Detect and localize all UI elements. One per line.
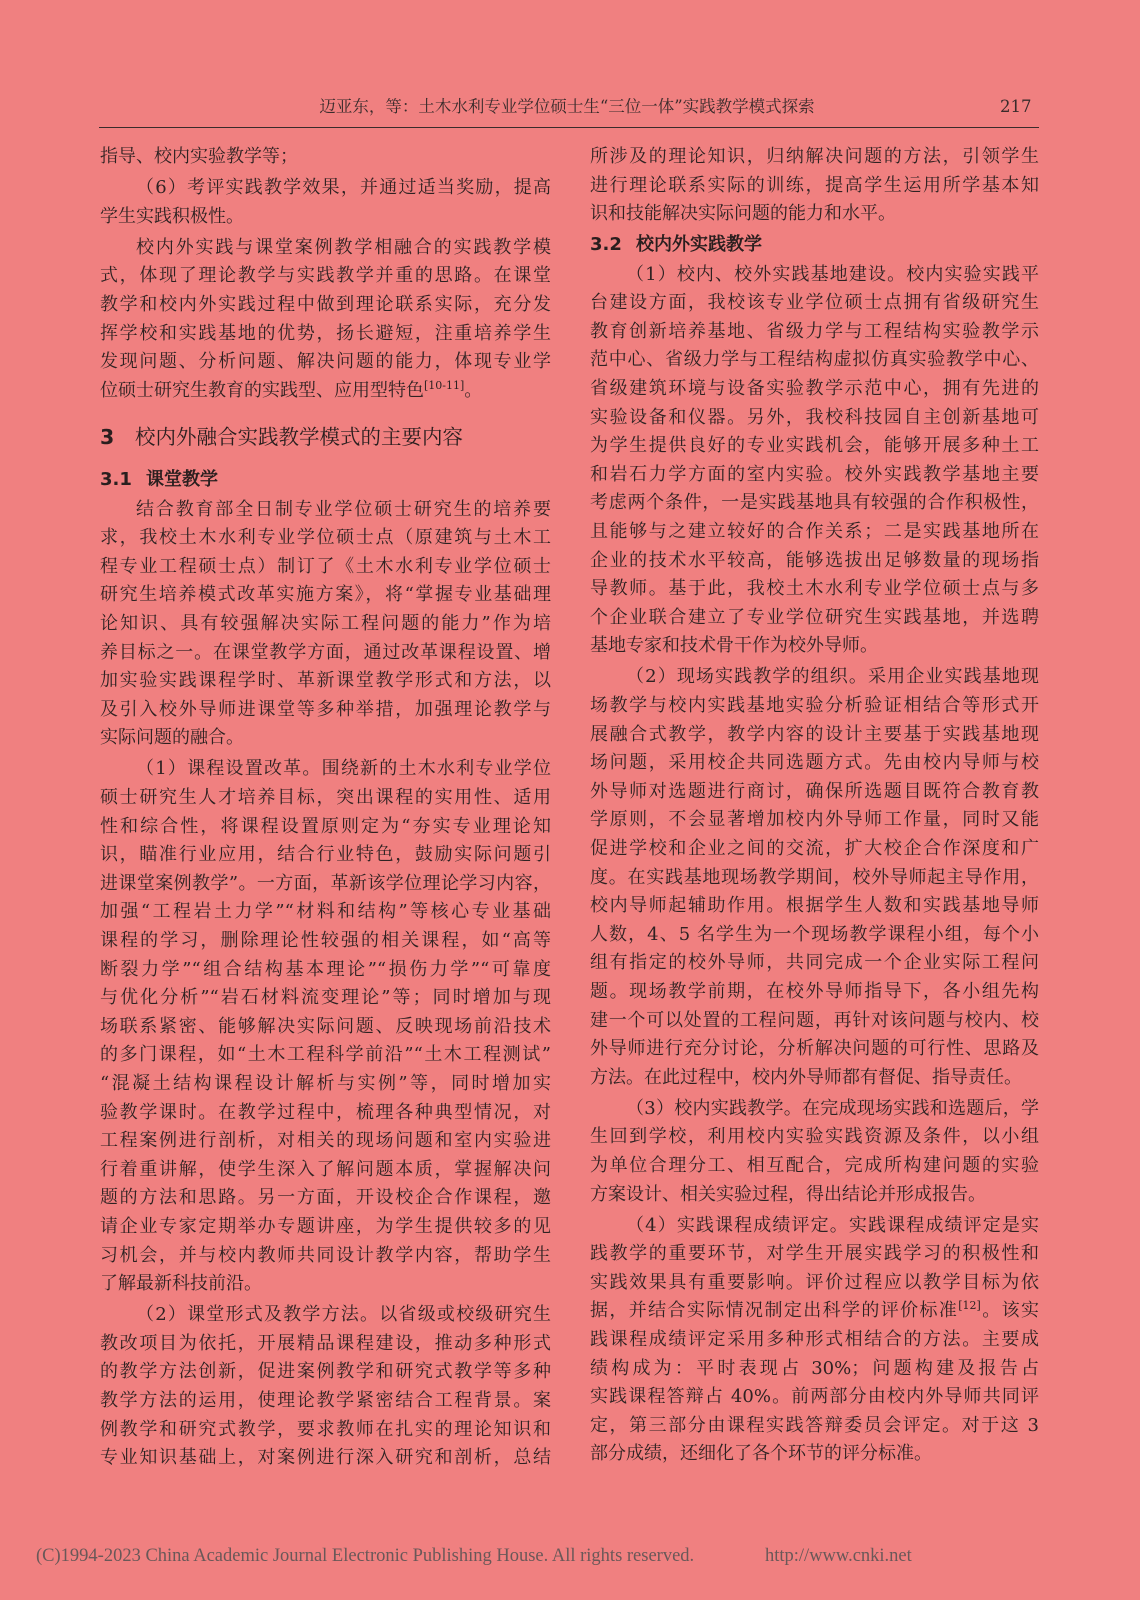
text-line: 度。在实践基地现场教学期间，校外导师起主导作用， <box>590 866 1039 888</box>
text-line: 促进学校和企业之间的交流，扩大校企合作深度和广 <box>590 837 1039 859</box>
text-line: 践课程成绩评定采用多种形式相结合的方法。主要成 <box>590 1329 1039 1351</box>
text-line: 教学和校内外实践过程中做到理论联系实际，充分发 <box>100 293 551 315</box>
text-line: 考虑两个条件，一是实践基地具有较强的合作积极性， <box>590 492 1039 514</box>
text-line: 请企业专家定期举办专题讲座，为学生提供较多的见 <box>100 1215 551 1237</box>
text-line: 专业知识基础上，对案例进行深入研究和剖析，总结 <box>100 1447 551 1469</box>
subsection-number: 3.2 <box>590 233 622 255</box>
paragraph-continued <box>100 143 551 172</box>
citation-ref: [12] <box>958 1299 981 1313</box>
text-line: 场联系紧密、能够解决实际问题、反映现场前沿技术 <box>100 1015 551 1037</box>
text-line: 教改项目为依托，开展精品课程建设，推动多种形式 <box>100 1332 551 1354</box>
text-line: 个企业联合建立了专业学位研究生实践基地，并选聘 <box>590 606 1039 628</box>
text-line: （3）校内实践教学。在完成现场实践和选题后，学 <box>626 1097 1039 1119</box>
text-line: 例教学和研究式教学，要求教师在扎实的理论知识和 <box>100 1418 551 1440</box>
page-number: 217 <box>1000 97 1032 116</box>
text-line <box>590 1297 1039 1326</box>
text-line: 基地专家和技术骨干作为校外导师。 <box>590 635 878 657</box>
text-line: （2）现场实践教学的组织。采用企业实践基地现 <box>626 666 1039 688</box>
line-text: 。该实 <box>980 1300 1039 1322</box>
text-line: 识，瞄准行业应用，结合行业特色，鼓励实际问题引 <box>100 844 551 866</box>
text-line: 进行理论联系实际的训练，提高学生运用所学基本知 <box>590 174 1039 196</box>
line-text: 据，并结合实际情况制定出科学的评价标准 <box>590 1300 959 1322</box>
text-line: 组有指定的校外导师，共同完成一个企业实际工程问 <box>590 952 1039 974</box>
text-line: 养目标之一。在课堂教学方面，通过改革课程设置、增 <box>100 641 551 663</box>
text-line: 定，第三部分由课程实践答辩委员会评定。对于这 3 <box>590 1414 1039 1436</box>
text-line: 且能够与之建立较好的合作关系；二是实践基地所在 <box>590 520 1039 542</box>
text-line: 习机会，并与校内教师共同设计教学内容，帮助学生 <box>100 1244 551 1266</box>
section-title: 校内外融合实践教学模式的主要内容 <box>135 425 463 450</box>
text-line: 实践效果具有重要影响。评价过程应以教学目标为依 <box>590 1271 1039 1293</box>
text-line: 题的方法和思路。另一方面，开设校企合作课程，邀 <box>100 1187 551 1209</box>
text-line: 人数，4、5 名学生为一个现场教学课程小组，每个小 <box>590 923 1039 945</box>
text-line: 挥学校和实践基地的优势，扬长避短，注重培养学生 <box>100 322 551 344</box>
text-line: 教学方法的运用，使理论教学紧密结合工程背景。案 <box>100 1390 551 1412</box>
text-line: 绩构成为：平时表现占 30%；问题构建及报告占 <box>590 1357 1039 1379</box>
text-line: 校内导师起辅助作用。根据学生人数和实践基地导师 <box>590 895 1039 917</box>
line-text: 。 <box>464 379 483 401</box>
text-line: 教育创新培养基地、省级力学与工程结构实验教学示 <box>590 320 1039 342</box>
text-line: 实际问题的融合。 <box>100 727 244 749</box>
text-line: 企业的技术水平较高，能够选拔出足够数量的现场指 <box>590 549 1039 571</box>
text-line: 题。现场教学前期，在校外导师指导下，各小组先构 <box>590 980 1039 1002</box>
left-column <box>100 143 551 1473</box>
text-line: 生回到学校，利用校内实验实践资源及条件，以小组 <box>590 1126 1039 1148</box>
text-line: 省级建筑环境与设备实验教学示范中心，拥有先进的 <box>590 377 1039 399</box>
text-line: 学生实践积极性。 <box>100 205 244 227</box>
text-line: 发现问题、分析问题、解决问题的能力，体现专业学 <box>100 351 551 373</box>
paragraph <box>590 1095 1039 1209</box>
right-column <box>590 143 1039 1469</box>
text-line: 研究生培养模式改革实施方案》，将“掌握专业基础理 <box>100 584 551 606</box>
text-line: 场教学与校内实践基地实验分析验证相结合等形式开 <box>590 694 1039 716</box>
text-line: 求，我校土木水利专业学位硕士点（原建筑与土木工 <box>100 527 551 549</box>
text-line: （6）考评实践教学效果，并通过适当奖励，提高 <box>136 177 551 199</box>
text-line: 加强“工程岩土力学”“材料和结构”等核心专业基础 <box>100 901 551 923</box>
text-line: 与优化分析”“岩石材料流变理论”等；同时增加与现 <box>100 987 551 1009</box>
text-line: 指导、校内实验教学等； <box>100 146 298 167</box>
text-line <box>100 377 551 406</box>
section-heading <box>100 423 551 452</box>
text-line: 课程的学习，删除理论性较强的相关课程，如“高等 <box>100 930 551 952</box>
text-line: （1）课程设置改革。围绕新的土木水利专业学位 <box>136 758 551 780</box>
text-line: （1）校内、校外实践基地建设。校内实验实践平 <box>626 263 1039 285</box>
subsection-heading <box>590 231 1039 260</box>
text-line: 方案设计、相关实验过程，得出结论并形成报告。 <box>590 1183 986 1205</box>
text-line: 的教学方法创新，促进案例教学和研究式教学等多种 <box>100 1361 551 1383</box>
text-line: 结合教育部全日制专业学位硕士研究生的培养要 <box>136 498 551 520</box>
text-line: 台建设方面，我校该专业学位硕士点拥有省级研究生 <box>590 292 1039 314</box>
header-rule <box>99 127 1039 128</box>
text-line: 工程案例进行剖析，对相关的现场问题和室内实验进 <box>100 1130 551 1152</box>
text-line: （4）实践课程成绩评定。实践课程成绩评定是实 <box>626 1214 1039 1236</box>
text-line: 和岩石力学方面的室内实验。校外实践教学基地主要 <box>590 463 1039 485</box>
text-line: 展融合式教学，教学内容的设计主要基于实践基地现 <box>590 723 1039 745</box>
paragraph <box>100 174 551 231</box>
text-line: 践教学的重要环节，对学生开展实践学习的积极性和 <box>590 1243 1039 1265</box>
text-line: 外导师对选题进行商讨，确保所选题目既符合教育教 <box>590 780 1039 802</box>
text-line: 行着重讲解，使学生深入了解问题本质，掌握解决问 <box>100 1158 551 1180</box>
text-line: “混凝土结构课程设计解析与实例”等，同时增加实 <box>100 1072 551 1094</box>
subsection-title: 校内外实践教学 <box>636 233 762 255</box>
text-line: 范中心、省级力学与工程结构虚拟仿真实验教学中心、 <box>590 349 1039 371</box>
copyright-notice: (C)1994-2023 China Academic Journal Electronic Publishing House. All rights reserved. <box>36 1546 695 1566</box>
paragraph <box>100 496 551 753</box>
text-line: 论知识、具有较强解决实际工程问题的能力”作为培 <box>100 612 551 634</box>
text-line: （2）课堂形式及教学方法。以省级或校级研究生 <box>136 1304 551 1326</box>
paragraph <box>100 234 551 406</box>
text-line: 式，体现了理论教学与实践教学并重的思路。在课堂 <box>100 265 551 287</box>
text-line: 部分成绩，还细化了各个环节的评分标准。 <box>590 1443 932 1465</box>
text-line: 进课堂案例教学”。一方面，革新该学位理论学习内容， <box>100 872 551 894</box>
citation-ref: [10-11] <box>424 378 465 392</box>
text-line: 校内外实践与课堂案例教学相融合的实践教学模 <box>136 236 551 258</box>
text-line: 硕士研究生人才培养目标，突出课程的实用性、适用 <box>100 787 551 809</box>
text-line: 场问题，采用校企共同选题方式。先由校内导师与校 <box>590 752 1039 774</box>
text-line: 程专业工程硕士点）制订了《土木水利专业学位硕士 <box>100 555 551 577</box>
paragraph <box>590 663 1039 1092</box>
text-line: 建一个可以处置的工程问题，再针对该问题与校内、校 <box>590 1009 1039 1031</box>
text-line: 实验设备和仪器。另外，我校科技园自主创新基地可 <box>590 406 1039 428</box>
text-line: 实践课程答辩占 40%。前两部分由校内外导师共同评 <box>590 1386 1039 1408</box>
text-line: 验教学课时。在教学过程中，梳理各种典型情况，对 <box>100 1101 551 1123</box>
subsection-heading <box>100 466 551 495</box>
text-line: 识和技能解决实际问题的能力和水平。 <box>590 203 896 225</box>
paragraph-continued <box>590 143 1039 229</box>
text-line: 加实验实践课程学时、革新课堂教学形式和方法，以 <box>100 670 551 692</box>
text-line: 学原则，不会显著增加校内外导师工作量，同时又能 <box>590 809 1039 831</box>
paragraph <box>590 1212 1039 1469</box>
paragraph <box>590 261 1039 661</box>
cnki-url: http://www.cnki.net <box>765 1546 912 1566</box>
subsection-number: 3.1 <box>100 469 132 491</box>
section-number: 3 <box>100 425 115 450</box>
line-text: 位硕士研究生教育的实践型、应用型特色 <box>100 379 424 401</box>
text-line: 导教师。基于此，我校土木水利专业学位硕士点与多 <box>590 578 1039 600</box>
text-line: 方法。在此过程中，校内外导师都有督促、指导责任。 <box>590 1066 1022 1088</box>
text-line: 断裂力学”“组合结构基本理论”“损伤力学”“可靠度 <box>100 958 551 980</box>
text-line: 的多门课程，如“土木工程科学前沿”“土木工程测试” <box>100 1044 551 1066</box>
text-line: 为单位合理分工、相互配合，完成所构建问题的实验 <box>590 1154 1039 1176</box>
text-line: 为学生提供良好的专业实践机会，能够开展多种土工 <box>590 435 1039 457</box>
subsection-title: 课堂教学 <box>146 469 218 491</box>
paragraph <box>100 1301 551 1473</box>
paragraph <box>100 755 551 1298</box>
text-line: 了解最新科技前沿。 <box>100 1273 262 1295</box>
text-line: 及引入校外导师进课堂等多种举措，加强理论教学与 <box>100 698 551 720</box>
text-line: 外导师进行充分讨论，分析解决问题的可行性、思路及 <box>590 1038 1039 1060</box>
text-line: 所涉及的理论知识，归纳解决问题的方法，引领学生 <box>590 146 1039 167</box>
text-line: 性和综合性，将课程设置原则定为“夯实专业理论知 <box>100 815 551 837</box>
running-title: 迈亚东，等：土木水利专业学位硕士生“三位一体”实践教学模式探索 <box>319 97 815 116</box>
